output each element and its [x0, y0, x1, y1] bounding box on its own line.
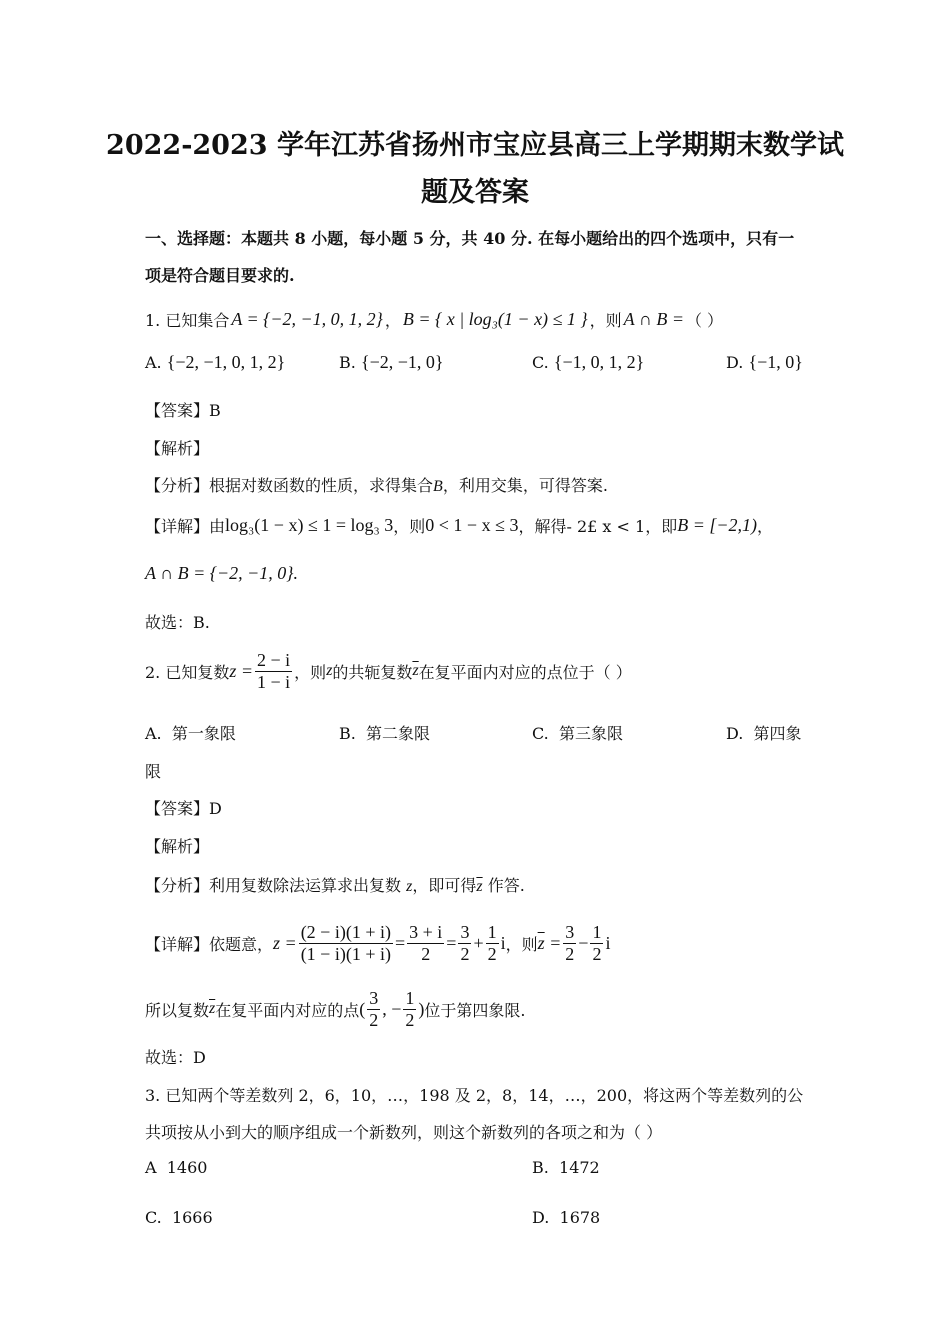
- q2-option-d-label: D.: [726, 724, 744, 743]
- q1-answer-tag: 【答案】: [145, 401, 210, 420]
- q1-fenxi: [145, 473, 608, 496]
- q3-option-b-text: 1472: [559, 1158, 600, 1177]
- q1-detail-g: B = [−2,1): [677, 515, 758, 535]
- document-title-line1: 2022-2023 学年江苏省扬州市宝应县高三上学期期末数学试: [106, 130, 844, 161]
- q2-frac3-num: 3: [460, 922, 470, 942]
- q2-option-c: [532, 721, 623, 744]
- q1-detail: [145, 514, 773, 537]
- q3-option-a-label: A: [145, 1158, 157, 1177]
- q1-answer-value: B: [209, 401, 221, 420]
- q1-analysis-tag: 【解析】: [145, 439, 210, 458]
- q2-detail-tag: 【详解】: [145, 934, 210, 954]
- q3-option-a: [145, 1158, 207, 1177]
- q2-frac4-num: 1: [487, 922, 497, 942]
- q1-then: ，则: [589, 311, 622, 330]
- q2-option-d-wrap: 限: [145, 762, 162, 781]
- q2-detail-frac4: [486, 922, 499, 964]
- q2-point-comma: , −: [382, 998, 402, 1019]
- section-heading-line1: 一、选择题：本题共 8 小题，每小题 5 分，共 40 分. 在每小题给出的四个选项中，只有一: [145, 229, 795, 248]
- q1-option-c-text: {−1, 0, 1, 2}: [553, 352, 645, 372]
- q1-detail-f: ，即: [645, 517, 678, 536]
- q2-frac4-den: 2: [487, 943, 497, 964]
- q1-set-b: B = { x | log₃(1 − x) ≤ 1 }: [402, 309, 588, 329]
- question-2-stem: [145, 650, 632, 692]
- q2-conclusion-zbar: $\overline{z}$: [209, 1000, 216, 1018]
- q1-detail-a: 由: [209, 517, 226, 536]
- q2-point-frac1-num: 3: [369, 988, 379, 1008]
- q2-frac1-num: (2 − i)(1 + i): [300, 922, 391, 942]
- q2-frac5-den: 2: [565, 943, 575, 964]
- q2-fraction: [255, 650, 292, 692]
- q2-frac2-num: 3 + i: [409, 922, 443, 942]
- q2-frac5-num: 3: [565, 922, 575, 942]
- q2-z: z: [326, 662, 333, 680]
- q2-end: 在复平面内对应的点位于（ ）: [418, 662, 632, 682]
- q1-option-d-label: D.: [726, 353, 744, 372]
- question-3-line2: 共项按从小到大的顺序组成一个新数列，则这个新数列的各项之和为（ ）: [145, 1123, 663, 1142]
- q1-comma: ，: [384, 311, 401, 330]
- q3-option-d-label: D.: [532, 1208, 550, 1227]
- q1-option-c-label: C.: [532, 353, 549, 372]
- q2-answer-tag: 【答案】: [145, 799, 210, 818]
- question-1-stem: [145, 308, 723, 331]
- q2-zbar-eq: $\overline{z}$ =: [537, 932, 562, 953]
- q2-answer-value: D: [209, 799, 222, 818]
- q3-option-b: [532, 1158, 600, 1177]
- q1-prefix: 1. 已知集合: [145, 311, 230, 330]
- q3-option-c-label: C.: [145, 1208, 162, 1227]
- q2-frac3-den: 2: [460, 943, 470, 964]
- section-heading-line2: 项是符合题目要求的.: [145, 266, 295, 285]
- q1-fenxi-tag: 【分析】: [145, 476, 210, 495]
- q2-conclusion-a: 所以复数: [145, 1000, 210, 1020]
- q2-zbar-symbol: $\overline{z}$: [537, 932, 545, 953]
- q2-detail-frac6: [590, 922, 603, 964]
- q2-option-a-text: 第一象限: [171, 724, 236, 743]
- q2-conclusion-c: 位于第四象限.: [424, 1000, 526, 1020]
- q2-option-c-label: C.: [532, 724, 549, 743]
- q2-prefix: 2. 已知复数: [145, 662, 230, 682]
- q1-detail-d: 0 < 1 − x ≤ 3: [425, 515, 519, 535]
- q2-point-frac2-num: 1: [405, 988, 415, 1008]
- q2-fenxi: [145, 873, 525, 896]
- q2-fraction-den: 1 − i: [257, 671, 291, 692]
- q2-detail-frac1: [299, 922, 393, 964]
- q2-detail-frac3: [458, 922, 471, 964]
- q2-choose: 故选：D: [145, 1048, 206, 1067]
- question-3-line1: 3. 已知两个等差数列 2，6，10，…，198 及 2，8，14，…，200，将这两个等差数列的公: [145, 1086, 804, 1105]
- q2-option-d: [726, 721, 802, 744]
- q2-option-a-label: A.: [145, 724, 162, 743]
- q1-fenxi-end: ，利用交集，可得答案.: [442, 476, 608, 495]
- q2-fenxi-end: 作答.: [487, 876, 525, 895]
- q1-fenxi-var: B: [433, 478, 443, 495]
- q1-expr: A ∩ B =: [623, 309, 684, 329]
- q2-point-open: (: [359, 998, 366, 1019]
- q2-answer: [145, 796, 222, 819]
- q2-analysis-tag: 【解析】: [145, 837, 210, 856]
- q3-option-d: [532, 1208, 600, 1227]
- q2-point-frac2: [403, 988, 416, 1030]
- q2-mid: ，则: [294, 662, 327, 682]
- q1-choose: 故选：B.: [145, 613, 210, 632]
- q2-option-a: [145, 721, 236, 744]
- q1-result: A ∩ B = {−2, −1, 0}.: [145, 563, 298, 583]
- q2-option-b-text: 第二象限: [366, 724, 431, 743]
- q2-fenxi-zbar: $\overline{z}$: [476, 878, 483, 895]
- q1-option-c: [532, 352, 644, 373]
- q1-detail-c: ，则: [393, 517, 426, 536]
- q1-option-d: [726, 352, 803, 373]
- q2-detail-then: ，则: [505, 934, 538, 954]
- q1-fenxi-text: 根据对数函数的性质，求得集合: [209, 476, 434, 495]
- q1-detail-e: ，解得- 2£ x < 1: [518, 517, 646, 536]
- q3-option-a-text: 1460: [166, 1158, 208, 1177]
- q2-frac2-den: 2: [421, 943, 431, 964]
- q2-frac1-den: (1 − i)(1 + i): [300, 943, 391, 964]
- q2-detail-z: z =: [273, 932, 297, 953]
- q2-minus: −: [578, 932, 589, 953]
- q2-option-c-text: 第三象限: [558, 724, 623, 743]
- q2-detail-frac5: [563, 922, 576, 964]
- q1-option-a: [145, 352, 285, 373]
- q2-point-frac1: [367, 988, 380, 1030]
- q2-fenxi-tag: 【分析】: [145, 876, 210, 895]
- q2-detail-frac2: [407, 922, 444, 964]
- q2-fraction-num: 2 − i: [257, 650, 291, 670]
- q2-fenxi-text: 利用复数除法运算求出复数: [209, 876, 402, 895]
- q3-option-d-text: 1678: [559, 1208, 601, 1227]
- q2-i-2: i: [605, 932, 611, 953]
- q2-fenxi-mid: ，即可得: [412, 876, 477, 895]
- q2-option-b-label: B.: [339, 724, 356, 743]
- q1-detail-b: log₃(1 − x) ≤ 1 = log₃ 3: [225, 515, 394, 535]
- q1-set-a: A = {−2, −1, 0, 1, 2}: [231, 309, 383, 329]
- q2-point-frac1-den: 2: [369, 1009, 379, 1030]
- q1-detail-tag: 【详解】: [145, 517, 210, 536]
- q2-z-eq: z =: [229, 660, 254, 681]
- q3-option-c-text: 1666: [171, 1208, 213, 1227]
- q1-option-a-text: {−2, −1, 0, 1, 2}: [166, 352, 286, 372]
- q2-i: i: [500, 932, 506, 953]
- q3-option-b-label: B.: [532, 1158, 549, 1177]
- q3-option-c: [145, 1208, 213, 1227]
- q2-frac6-den: 2: [592, 943, 602, 964]
- q1-option-b: [339, 352, 444, 373]
- q2-detail: 【详解】 依题意， z = $\frac{(2 - i)(1 + i)}{(1 - i)(1 + i)}$ = $\frac{3 + i}{2}$ = $\frac{3}{2}$ + $\frac{1}{2}$ i ，则 $\overline{z}$ = $\frac{3}{2}$ − $\frac{1}{2}$ i: [145, 922, 611, 964]
- q1-option-b-label: B.: [339, 353, 356, 372]
- q1-option-b-text: {−2, −1, 0}: [360, 352, 444, 372]
- q1-detail-h: ，: [757, 517, 774, 536]
- q2-option-b: [339, 721, 430, 744]
- q2-fenxi-var: z: [406, 878, 413, 895]
- document-title-line2: 题及答案: [421, 177, 529, 208]
- q2-detail-a: 依题意，: [209, 934, 274, 954]
- q2-mid2: 的共轭复数: [332, 662, 413, 682]
- q2-conclusion-b: 在复平面内对应的点: [215, 1000, 360, 1020]
- q2-plus: +: [473, 932, 484, 953]
- q2-frac6-num: 1: [592, 922, 602, 942]
- q1-option-d-text: {−1, 0}: [748, 352, 803, 372]
- q1-option-a-label: A.: [145, 353, 162, 372]
- q2-zbar: $\overline{z}$: [412, 662, 419, 680]
- q2-point-close: ): [418, 998, 425, 1019]
- q1-answer: [145, 398, 221, 421]
- q1-paren: （ ）: [685, 311, 724, 330]
- q2-point-frac2-den: 2: [405, 1009, 415, 1030]
- q2-conclusion: [145, 988, 526, 1030]
- q2-option-d-text: 第四象: [753, 724, 802, 743]
